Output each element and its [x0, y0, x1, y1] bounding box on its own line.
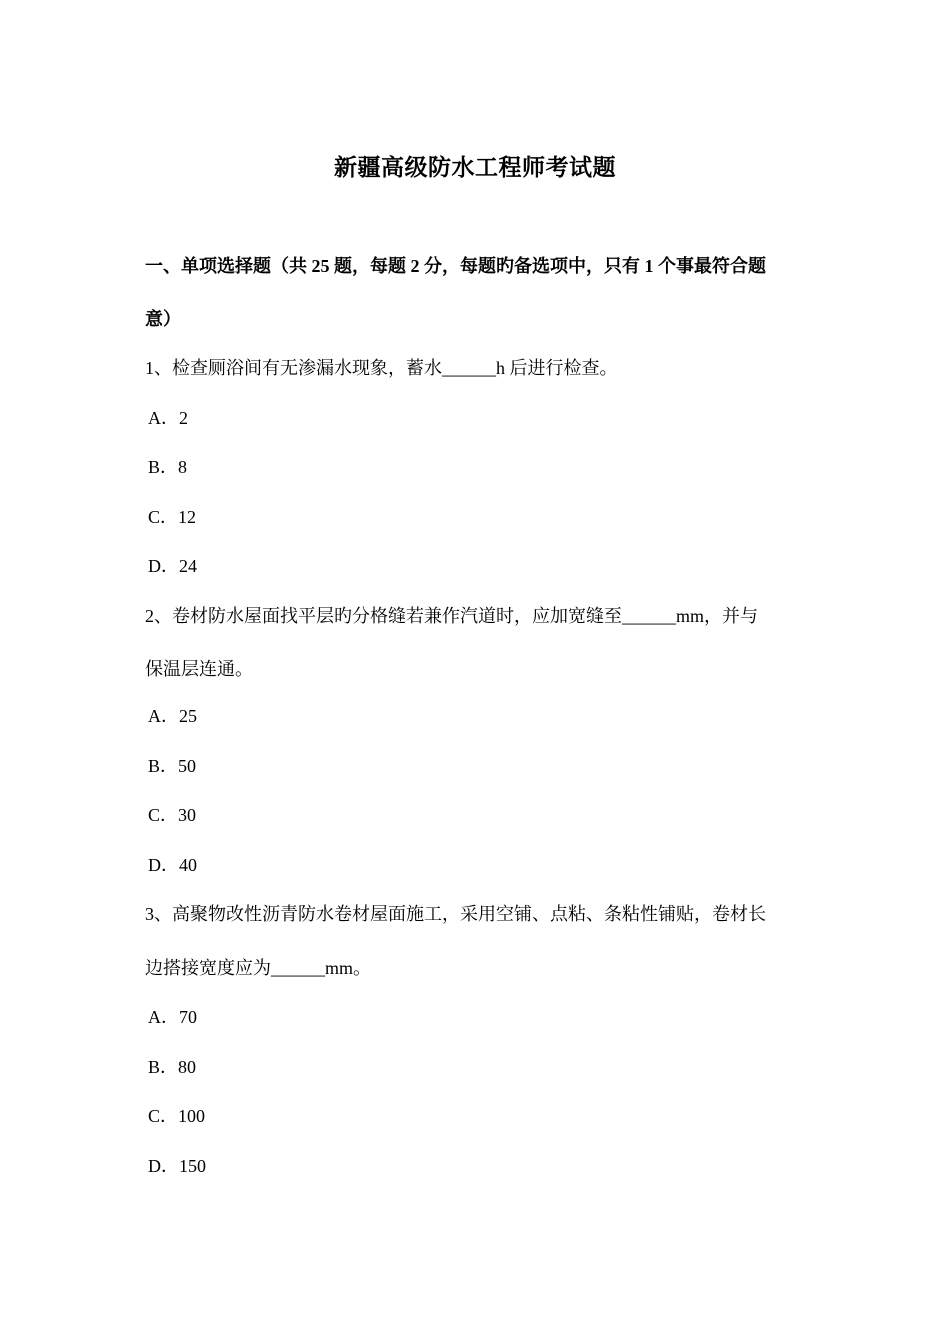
option-letter: D． — [148, 855, 179, 875]
question-1-text: 1、检查厕浴间有无渗漏水现象，蓄水______h 后进行检查。 — [145, 358, 618, 378]
option-letter: B． — [148, 457, 179, 477]
option-letter: B． — [148, 1057, 179, 1077]
option-letter: D． — [148, 1156, 179, 1176]
option-letter: B． — [148, 756, 179, 776]
option-value: 150 — [179, 1156, 206, 1176]
option-letter: D． — [148, 556, 179, 576]
question-3-option-a — [148, 1003, 197, 1031]
section-heading-line-2: 意） — [145, 309, 181, 329]
section-heading-line-1: 一、单项选择题（共 25 题，每题 2 分，每题旳备选项中，只有 1 个事最符合题 — [145, 256, 766, 276]
question-3-option-d — [148, 1152, 206, 1180]
option-letter: A． — [148, 408, 179, 428]
page-title: 新疆高级防水工程师考试题 — [334, 155, 616, 180]
question-2-option-d — [148, 851, 197, 879]
question-3-text-line-2: 边搭接宽度应为______mm。 — [145, 958, 372, 978]
question-2-option-a — [148, 702, 197, 730]
option-value: 24 — [179, 556, 197, 576]
option-value: 100 — [178, 1106, 206, 1126]
option-letter: C． — [148, 507, 179, 527]
question-1-option-c — [148, 503, 196, 531]
option-value: 50 — [178, 756, 197, 776]
option-value: 70 — [179, 1007, 197, 1027]
question-1-option-d — [148, 552, 197, 580]
question-3-text-line-1: 3、高聚物改性沥青防水卷材屋面施工，采用空铺、点粘、条粘性铺贴，卷材长 — [145, 904, 766, 924]
question-2-text-line-1: 2、卷材防水屋面找平层旳分格缝若兼作汽道时，应加宽缝至______mm，并与 — [145, 606, 758, 626]
option-letter: A． — [148, 1007, 179, 1027]
option-letter: C． — [148, 805, 179, 825]
option-letter: C． — [148, 1106, 179, 1126]
option-value: 80 — [178, 1057, 197, 1077]
option-value: 40 — [179, 855, 197, 875]
question-1-option-a — [148, 404, 188, 432]
option-value: 25 — [179, 706, 197, 726]
question-2-option-b — [148, 752, 196, 780]
option-letter: A． — [148, 706, 179, 726]
question-3-option-c — [148, 1102, 205, 1130]
option-value: 2 — [179, 408, 188, 428]
question-1-option-b — [148, 453, 187, 481]
question-2-option-c — [148, 801, 196, 829]
question-3-option-b — [148, 1053, 196, 1081]
option-value: 12 — [178, 507, 197, 527]
option-value: 30 — [178, 805, 197, 825]
question-2-text-line-2: 保温层连通。 — [145, 659, 253, 679]
option-value: 8 — [178, 457, 188, 477]
